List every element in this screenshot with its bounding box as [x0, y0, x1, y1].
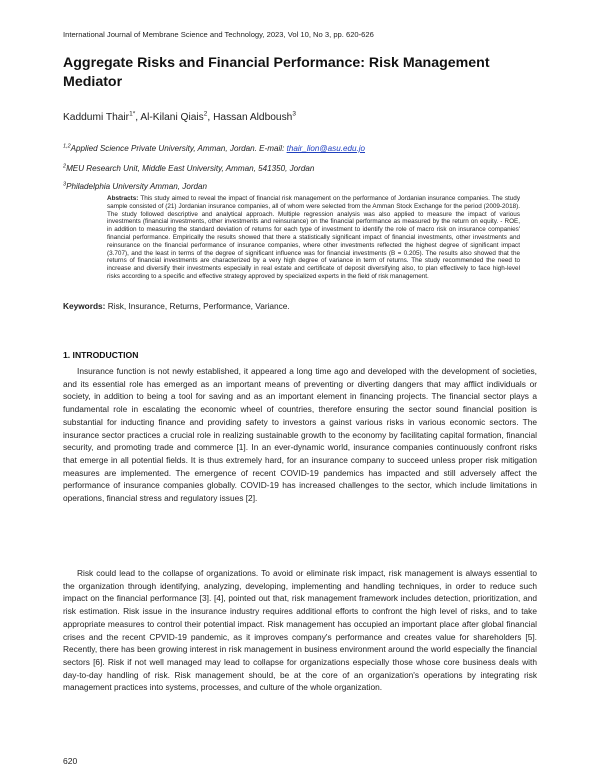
page-number: 620	[63, 756, 78, 766]
keywords-text: Risk, Insurance, Returns, Performance, Variance.	[107, 301, 290, 311]
keywords	[63, 301, 290, 311]
affiliation-superscript: 3	[63, 181, 67, 188]
section-heading-introduction: 1. INTRODUCTION	[63, 350, 139, 360]
author-name: Al-Kilani Qiais	[140, 112, 204, 123]
abstract-text: This study aimed to reveal the impact of financial risk management on the performance of Jordanian insurance companies. The study sample consisted of (21) Jordanian insurance companies, all of whom were selected from the Amman Stock Exchange for the period (2009-2018). The study followed descriptive and analytical approach. Multiple regression analysis was also applied to measure the impact of various investments (financial investments, other investments and reinsurance) on the financial performance as measured by the return on equity. - ROE, in addition to measuring the standard deviation of returns for each type of investment to identify the role of macro risk on insurance companies' financial performance. Empirically the results showed that there a statistically significant impact of financial investments, other investments and reinsurance on the financial performance of insurance companies, where other investments reflected the highest degree of significant impact (3.707), and the least in terms of the degree of significant influence was for financial investments (B = 0.205). The results also showed that the returns of financial investments are characterized by a very high degree of variance in term of returns. The study recommended the need to increase and diversify their investments especially in real estate and certificate of deposit diversifying also, to plan effectively to face high-level risks according to a specific and effective strategy approved by specialized experts in the field of risk management.	[107, 195, 520, 280]
affiliation-superscript: 1,2	[63, 143, 71, 150]
article-title: Aggregate Risks and Financial Performance: Risk Management Mediator	[63, 55, 490, 90]
affiliation-text: MEU Research Unit, Middle East University, Amman, 541350, Jordan	[66, 164, 315, 173]
affiliation-2	[63, 164, 314, 173]
body-paragraph: Risk could lead to the collapse of organizations. To avoid or eliminate risk impact, risk management is always essential to the organization through identifying, analyzing, developing, implementing and handling techniques, in order to reduce such impact on the financial performance [3]. [4], pointed out that, risk management framework includes detection, prioritization, and risk estimation. Risk issue in the insurance industry requires additional efforts to confront the high level of risks, and to take appropriate measures to control their potential impact. Risk management has occupied an important place after global financial crises and the recent CPVID-19 pandemic, as it improves company's performance and creates value for shareholders [5]. Recently, there has been growing interest in risk management in business environment around the world especially the financial sectors [6]. Risk if not well managed may lead to collapse for organizations especially those whose core business deals with day-to-day handling of risk. Risk management should, be at the core of an organization's operations by integrating risk management practices into systems, processes, and culture of the whole organization.	[63, 568, 537, 693]
author-name: Hassan Aldboush	[213, 112, 293, 123]
author-list: Kaddumi Thair$^{1*}$, Al-Kilani Qiais$^2$, Hassan Aldboush$^3$	[63, 110, 296, 123]
abstract	[107, 195, 520, 281]
affiliation-text: Applied Science Private University, Amman, Jordan. E-mail:	[70, 144, 287, 153]
author-name: Kaddumi Thair	[63, 112, 130, 123]
affiliation-superscript: 2	[63, 163, 67, 170]
affiliation-text: Philadelphia University Amman, Jordan	[66, 182, 208, 191]
author-superscript: 1*	[129, 110, 136, 118]
journal-header: International Journal of Membrane Science and Technology, 2023, Vol 10, No 3, pp. 620-626	[63, 30, 374, 39]
author-superscript: 2	[203, 110, 208, 118]
affiliation-3	[63, 182, 207, 191]
abstract-label: Abstracts:	[107, 195, 139, 202]
affiliation-1	[63, 144, 365, 153]
author-superscript: 3	[292, 110, 296, 118]
body-paragraph: Insurance function is not newly established, it appeared a long time ago and developed with the development of societies, and its essential role has emerged as an important means of preventing or diverting dangers that may afflict individuals or society, in addition to being a tool for saving and as an important element in financing projects. The financial sector plays a fundamental role in escalating the economic wheel of countries, therefore ensuring the sector sound financial position is substantial for inducting finance and providing safety to investors a gainst various risks in various economic sectors. The insurance sector practices a crucial role in realizing sustainable growth to the economy by facilitating capital formation, financial security, and promoting trade and commerce [1]. In an ever-dynamic world, insurance companies continuously confront risks that emerge in all potential fields. It is thus extremely hard, for an insurance company to succeed unless proper risk mitigation measures are implemented. The emergence of recent COVID-19 pandemics has impacted and still adversely affect the performance of insurance companies globally. COVID-19 has increased challenges to the sector, which include limitations in operations, financial stress and regulatory issues [2].	[63, 366, 537, 504]
keywords-label: Keywords:	[63, 301, 106, 311]
author-email-link[interactable]: thair_lion@asu.edu.jo	[286, 144, 365, 153]
